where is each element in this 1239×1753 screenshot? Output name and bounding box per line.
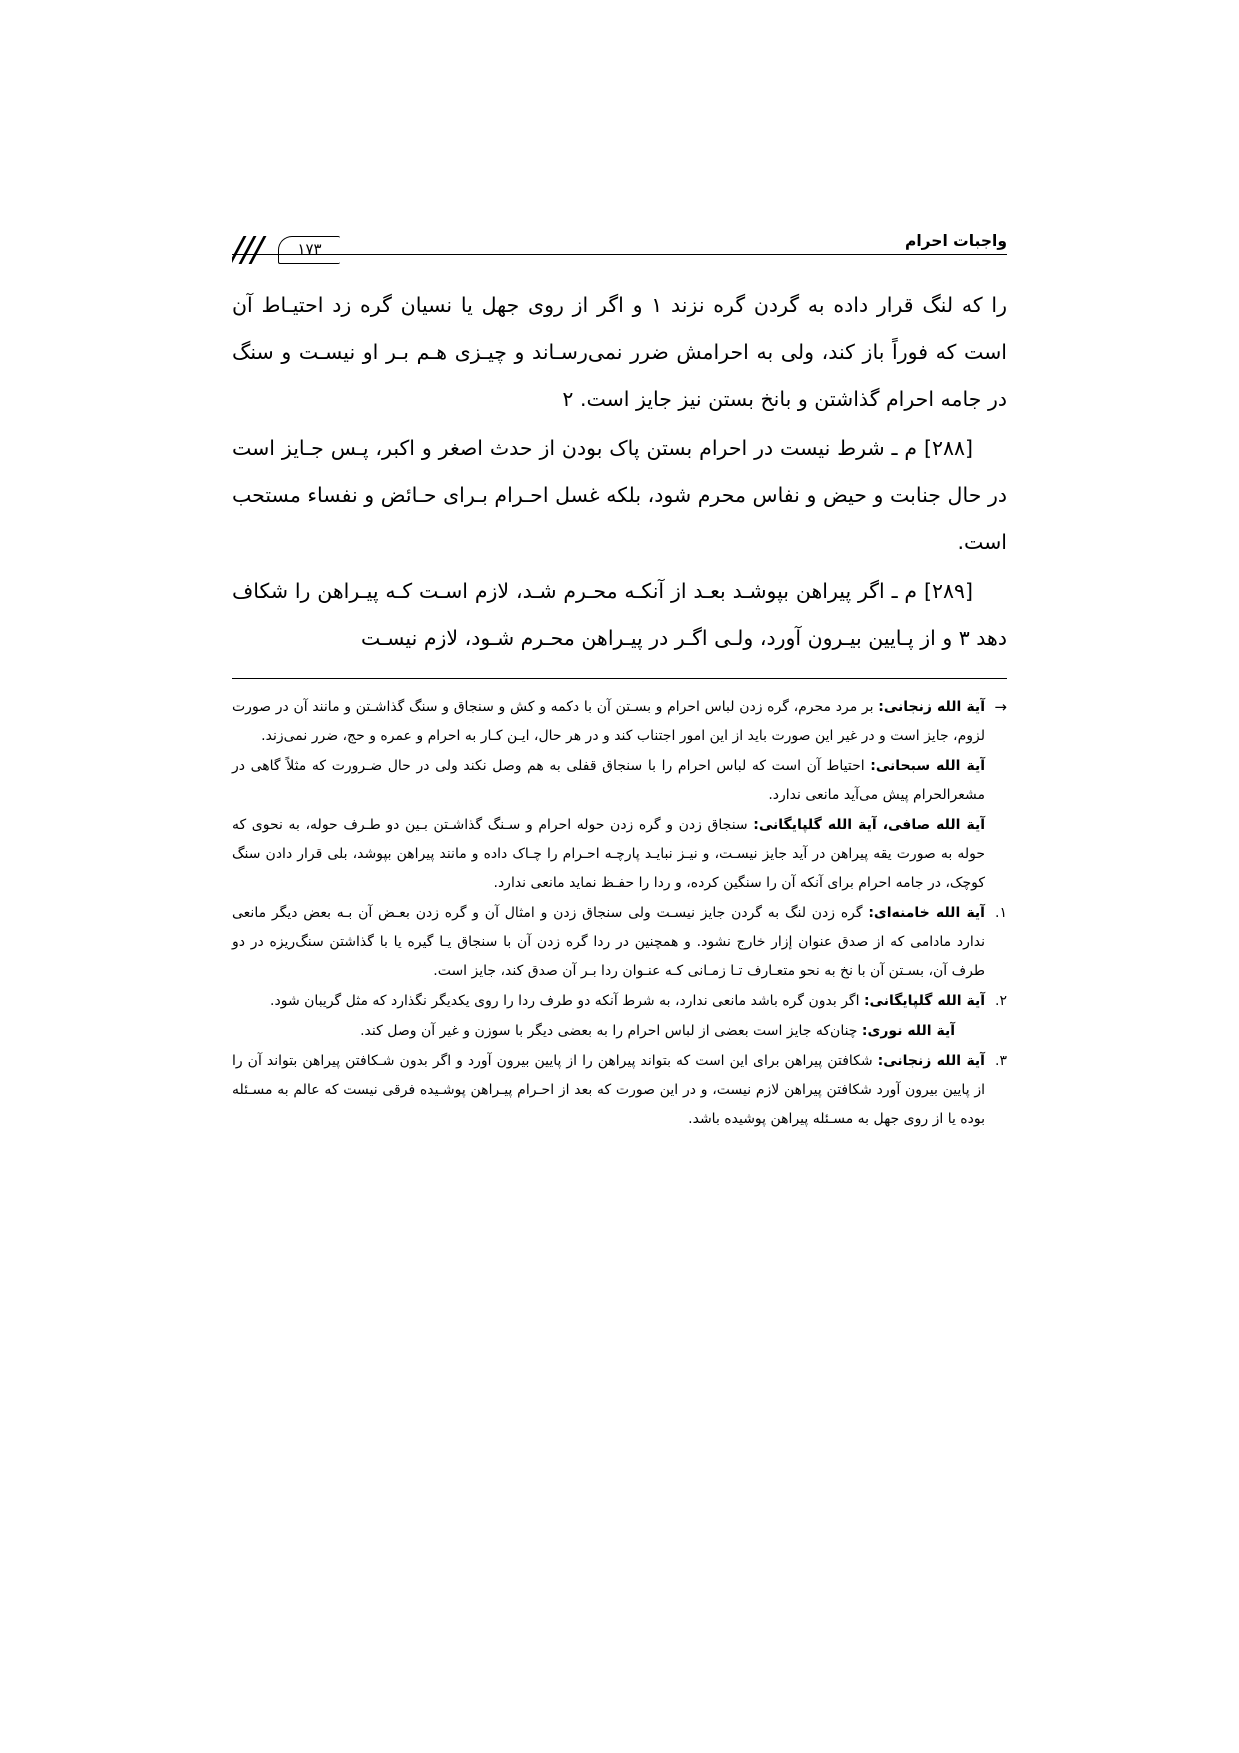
footnote-authority-name: آیة الله خامنه‌ای: xyxy=(868,905,985,921)
page-number-box xyxy=(278,236,340,264)
footnote-text: شکافتن پیراهن برای این است که بتواند پیراهن را از پایین بیرون آورد و اگر بدون شـکافتن پیراهن بتواند آن را از پایین بیرون آورد شکافتن پیراهن لازم نیست، و در این صورت که بعد از احـرام پیـراهن پوشـیده فرقی نیست که عالم به مسـئله بوده یا از روی جهل به مسـئله پیراهن پوشیده باشد. xyxy=(232,1053,985,1127)
footnote-text: احتیاط آن است که لباس احرام را با سنجاق قفلی به هم وصل نکند ولی در حال ضـرورت که مثلاً گاهی در مشعرالحرام پیش می‌آید مانعی ندارد. xyxy=(232,758,985,803)
footnote-list xyxy=(232,693,1007,1134)
header-divider xyxy=(232,254,1007,255)
footnote-text: سنجاق زدن و گره زدن حوله احرام و سـنگ گذاشـتن بـین دو طـرف حوله، به نحوی که حوله به صورت یقه پیراهن در آید جایز نیسـت، و نیـز نبایـد پارچـه احـرام را چـاک داده و مانند پیراهن بپوشد، بلی قرار دادن سنگ کوچک، در جامه احرام برای آنکه آن را سنگین کرده، و ردا را حفـظ نماید مانعی ندارد. xyxy=(232,817,985,891)
footnote-item xyxy=(232,987,1007,1016)
footnote-item xyxy=(232,1017,1007,1046)
footnote-text: گره زدن لنگ به گردن جایز نیسـت ولی سنجاق زدن و امثال آن و گره زدن بعـض آن بـه بعض دیگر مانعی ندارد مادامی که از صدق عنوان إزار خارج نشود. و همچنین در ردا گره زدن آن با سنجاق یـا گیره یا با گذاشتن سنگ‌ریزه در دو طرف آن، بسـتن آن با نخ به نحو متعـارف تـا زمـانی کـه عنـوان ردا بـر آن صدق کند، جایز است. xyxy=(232,905,985,979)
page-number: ۱۷۳ xyxy=(297,239,322,258)
footnote-divider xyxy=(232,678,1007,679)
footnote-text: بر مرد محرم، گره زدن لباس احرام و بسـتن آن با دکمه و کش و سنجاق و سنگ گذاشـتن و مانند آن در صورت لزوم، جایز است و در غیر این صورت باید از این امور اجتناب کند و در هر حال، ایـن کـار به احرام و عمره و حج، ضرر نمی‌زند. xyxy=(232,699,985,744)
slash-ornament-icon xyxy=(232,236,276,264)
footnote-item xyxy=(232,811,1007,898)
footnote-item xyxy=(232,899,1007,986)
chapter-title: واجبات احرام xyxy=(904,231,1007,250)
page-content xyxy=(232,218,1007,1135)
footnote-authority-name: آیة الله زنجانی: xyxy=(877,1053,985,1069)
running-header xyxy=(232,218,1007,264)
footnote-authority-name: آیة الله گلپایگانی: xyxy=(863,993,985,1009)
folio-group xyxy=(232,230,340,264)
footnote-number: ۳. xyxy=(995,1053,1007,1069)
footnote-item xyxy=(232,693,1007,751)
arrow-marker-icon: → xyxy=(994,698,1007,716)
footnote-authority-name: آیة الله زنجانی: xyxy=(878,699,985,715)
footnote-authority-name: آیة الله سبحانی: xyxy=(870,758,985,774)
body-paragraph-288: [۲۸۸] م ـ شرط نیست در احرام بستن پاک بودن از حدث اصغر و اکبر، پـس جـایز است در حال جنابت و حیض و نفاس محرم شود، بلکه غسل احـرام بـرای حـائض و نفساء مستحب است. xyxy=(232,436,1007,554)
footnote-authority-name: آیة الله نوری: xyxy=(861,1023,955,1039)
footnote-item xyxy=(232,1047,1007,1134)
footnote-number: ۲. xyxy=(995,993,1007,1009)
body-paragraph-continued: را که لنگ قرار داده به گردن گره نزند ۱ و اگر از روی جهل یا نسیان گره زد احتیـاط آن است که فوراً باز کند، ولی به احرامش ضرر نمی‌رسـاند و چیـزی هـم بـر او نیسـت و سنگ در جامه احرام گذاشتن و بانخ بستن نیز جایز است. ۲ xyxy=(232,293,1008,411)
footnote-authority-name: آیة الله صافی، آیة الله گلپایگانی: xyxy=(753,817,986,833)
body-text xyxy=(232,282,1007,662)
footnote-text: اگر بدون گره باشد مانعی ندارد، به شرط آنکه دو طرف ردا را روی یکدیگر نگذارد که مثل گریبان شود. xyxy=(270,993,860,1009)
footnote-number: ۱. xyxy=(995,905,1007,921)
body-paragraph-289: [۲۸۹] م ـ اگر پیراهن بپوشـد بعـد از آنکـه محـرم شـد، لازم اسـت کـه پیـراهن را شکاف دهد ۳ و از پـایین بیـرون آورد، ولـی اگـر در پیـراهن محـرم شـود، لازم نیسـت xyxy=(232,579,1007,650)
footnote-item xyxy=(232,752,1007,810)
footnote-text: چنان‌که جایز است بعضی از لباس احرام را به بعضی دیگر با سوزن و غیر آن وصل کند. xyxy=(360,1023,858,1039)
